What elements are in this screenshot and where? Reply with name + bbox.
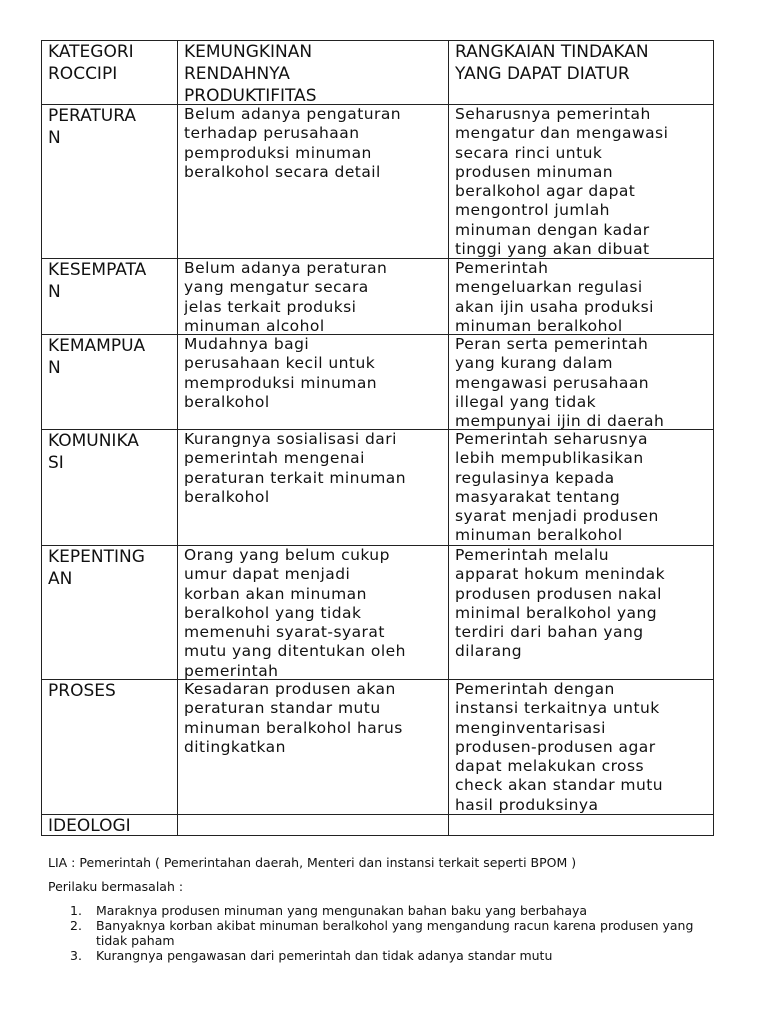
header-kategori: KATEGORI ROCCIPI — [42, 41, 178, 105]
cause-cell: Kurangnya sosialisasi dari pemerintah mengenai peraturan terkait minuman beralkohol — [178, 430, 449, 546]
roccipi-table — [41, 40, 714, 836]
list-item-text: Kurangnya pengawasan dari pemerintah dan tidak adanya standar mutu — [96, 948, 553, 963]
table-row — [42, 105, 714, 259]
category-cell: PROSES — [42, 680, 178, 815]
lia-note: LIA : Pemerintah ( Pemerintahan daerah, Menteri dan instansi terkait seperti BPOM ) — [48, 855, 577, 870]
list-number: 1. — [70, 903, 82, 918]
list-item-text: Banyaknya korban akibat minuman beralkohol yang mengandung racun karena produsen yang tidak paham — [96, 918, 694, 948]
action-cell — [449, 815, 714, 836]
category-cell: KESEMPATA N — [42, 259, 178, 335]
table-row — [42, 335, 714, 430]
category-cell: IDEOLOGI — [42, 815, 178, 836]
header-kemungkinan: KEMUNGKINAN RENDAHNYA PRODUKTIFITAS — [178, 41, 449, 105]
list-item — [48, 918, 708, 948]
table-row — [42, 259, 714, 335]
issue-list — [48, 903, 708, 963]
cause-cell: Orang yang belum cukup umur dapat menjadi korban akan minuman beralkohol yang tidak memenuhi syarat-syarat mutu yang ditentukan oleh pemerintah — [178, 546, 449, 680]
cause-cell: Belum adanya pengaturan terhadap perusahaan pemproduksi minuman beralkohol secara detail — [178, 105, 449, 259]
action-cell: Pemerintah mengeluarkan regulasi akan ijin usaha produksi minuman beralkohol — [449, 259, 714, 335]
list-number: 2. — [70, 918, 82, 933]
category-cell: KEMAMPUA N — [42, 335, 178, 430]
table-row — [42, 546, 714, 680]
category-cell: PERATURA N — [42, 105, 178, 259]
action-cell: Pemerintah seharusnya lebih mempublikasikan regulasinya kepada masyarakat tentang syarat menjadi produsen minuman beralkohol — [449, 430, 714, 546]
list-number: 3. — [70, 948, 82, 963]
table-row — [42, 815, 714, 836]
table-header-row — [42, 41, 714, 105]
action-cell: Pemerintah melalu apparat hokum menindak produsen produsen nakal minimal beralkohol yang terdiri dari bahan yang dilarang — [449, 546, 714, 680]
cause-cell: Kesadaran produsen akan peraturan standar mutu minuman beralkohol harus ditingkatkan — [178, 680, 449, 815]
cause-cell: Belum adanya peraturan yang mengatur secara jelas terkait produksi minuman alcohol — [178, 259, 449, 335]
table-row — [42, 430, 714, 546]
cause-cell: Mudahnya bagi perusahaan kecil untuk memproduksi minuman beralkohol — [178, 335, 449, 430]
action-cell: Peran serta pemerintah yang kurang dalam mengawasi perusahaan illegal yang tidak mempunyai ijin di daerah — [449, 335, 714, 430]
action-cell: Pemerintah dengan instansi terkaitnya untuk menginventarisasi produsen-produsen agar dapat melakukan cross check akan standar mutu hasil produksinya — [449, 680, 714, 815]
action-cell: Seharusnya pemerintah mengatur dan mengawasi secara rinci untuk produsen minuman beralkohol agar dapat mengontrol jumlah minuman dengan kadar tinggi yang akan dibuat — [449, 105, 714, 259]
list-item-text: Maraknya produsen minuman yang mengunakan bahan baku yang berbahaya — [96, 903, 588, 918]
category-cell: KOMUNIKA SI — [42, 430, 178, 546]
list-item — [48, 948, 708, 963]
list-item — [48, 903, 708, 918]
category-cell: KEPENTING AN — [42, 546, 178, 680]
table-row — [42, 680, 714, 815]
header-rangkaian: RANGKAIAN TINDAKAN YANG DAPAT DIATUR — [449, 41, 714, 105]
cause-cell — [178, 815, 449, 836]
perilaku-label: Perilaku bermasalah : — [48, 879, 184, 894]
